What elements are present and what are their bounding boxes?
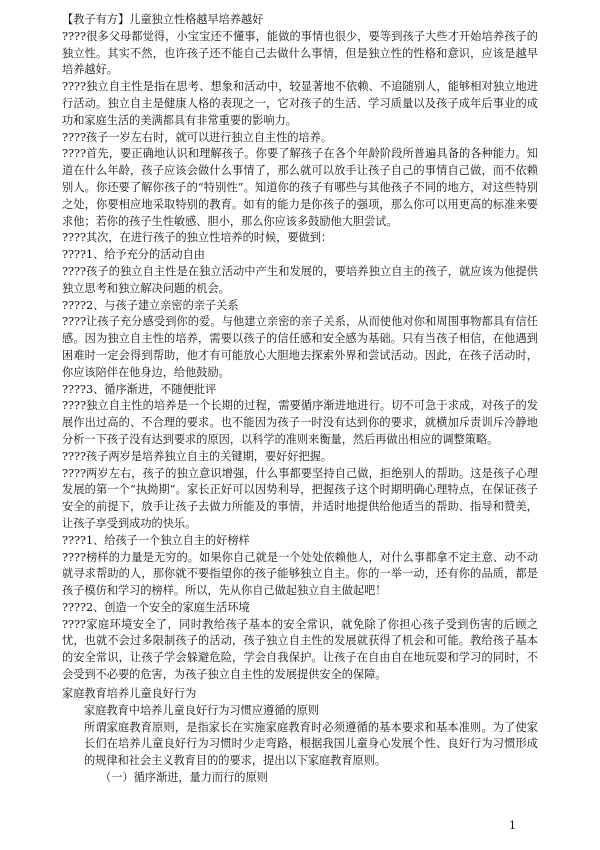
article-section-independence bbox=[62, 12, 538, 684]
subheading: ????2、与孩子建立亲密的亲子关系 bbox=[62, 298, 239, 312]
paragraph: ????让孩子充分感受到你的爱。与他建立亲密的亲子关系，从而使他对你和周围事物都具有信任感。因为独立自主性的培养，需要以孩子的信任感和安全感为基础。只有当孩子相信，在他遇到困难时一定会得到帮助，他才有可能放心大胆地去探索外界和尝试活动。因此，在孩子活动时，你应该陪伴在他身边，给他鼓励。 bbox=[62, 315, 538, 379]
paragraph: ????首先，要正确地认识和理解孩子。你要了解孩子在各个年龄阶段所普遍具备的各种能力。知道在什么年龄，孩子应该会做什么事情了，那么就可以放手让孩子自己的事情自己做，而不依赖别人。你还要了解你孩子的“特别性”。知道你的孩子有哪些与其他孩子不同的地方，对这些特别之处，你要相应地采取特别的教育。如有的能力是你孩子的强项，那么你可以用更高的标准来要求他；若你的孩子生性敏感、胆小，那么你应该多鼓励他大胆尝试。 bbox=[62, 147, 538, 228]
section-title: 家庭教育培养儿童良好行为 bbox=[62, 687, 197, 700]
article-title: 【教子有方】儿童独立性格越早培养越好 bbox=[62, 13, 264, 26]
subheading: ????1、给孩子一个独立自主的好榜样 bbox=[62, 533, 250, 547]
page-number: 1 bbox=[509, 819, 516, 832]
paragraph: ????孩子一岁左右时，就可以进行独立自主性的培养。 bbox=[62, 130, 333, 144]
paragraph: ????很多父母都觉得，小宝宝还不懂事，能做的事情也很少，要等到孩子大些才开始培养孩子的独立性。其实不然，也许孩子还不能自己去做什么事情，但是独立性的性格和意识，应该是越早培养越好。 bbox=[62, 29, 538, 77]
subheading: ????3、循序渐进，不随便批评 bbox=[62, 382, 217, 396]
paragraph: ????其次，在进行孩子的独立性培养的时候，要做到： bbox=[62, 231, 333, 245]
paragraph: ????孩子的独立自主性是在独立活动中产生和发展的，要培养独立自主的孩子，就应该为他提供独立思考和独立解决问题的机会。 bbox=[62, 264, 538, 295]
subheading: ????2、创造一个安全的家庭生活环境 bbox=[62, 600, 250, 614]
section-subtitle: 家庭教育中培养儿童良好行为习惯应遵循的原则 bbox=[84, 703, 319, 717]
paragraph: ????两岁左右，孩子的独立意识增强，什么事都要坚持自己做，拒绝别人的帮助。这是孩子心理发展的第一个“执拗期”。家长正好可以因势利导，把握孩子这个时期明确心理特点，在保证孩子安全的前提下，放手让孩子去做力所能及的事情，并适时地提供给他适当的帮助、指导和赞美，让孩子享受到成功的快乐。 bbox=[62, 466, 538, 530]
principle-heading: （一）循序渐进，量力而行的原则 bbox=[100, 770, 268, 784]
paragraph: ????独立自主性的培养是一个长期的过程，需要循序渐进地进行。切不可急于求成，对孩子的发展作出过高的、不合理的要求。也不能因为孩子一时没有达到你的要求，就横加斥责训斥冷静地分析一下孩子没有达到要求的原因，以科学的准则来衡量，然后再做出相应的调整策略。 bbox=[62, 399, 538, 446]
subheading: ????孩子两岁是培养独立自主的关键期，要好好把握。 bbox=[62, 449, 333, 463]
article-section-good-behavior bbox=[62, 686, 538, 787]
paragraph: ????榜样的力量是无穷的。如果你自己就是一个处处依赖他人，对什么事都拿不定主意、动不动就寻求帮助的人，那你就不要指望你的孩子能够独立自主。你的一举一动，还有你的品质，都是孩子模仿和学习的榜样。所以，先从你自己做起独立自主做起吧！ bbox=[62, 550, 538, 598]
paragraph: ????家庭环境安全了，同时教给孩子基本的安全常识，就免除了你担心孩子受到伤害的后顾之忧，也就不会过多限制孩子的活动，孩子独立自主性的发展就获得了机会和可能。教给孩子基本的安全常识，让孩子学会躲避危险，学会自我保护。让孩子在自由自在地玩耍和学习的同时，不会受到不必要的危害，为孩子独立自主性的发展提供安全的保障。 bbox=[62, 617, 538, 682]
intro-paragraph: 所谓家庭教育原则，是指家长在实施家庭教育时必须遵循的基本要求和基本准则。为了使家长们在培养儿童良好行为习惯时少走弯路，根据我国儿童身心发展个性、良好行为习惯形成的规律和社会主义教育目的的要求，提出以下家庭教育原则。 bbox=[84, 720, 538, 768]
paragraph: ????独立自主性是指在思考、想象和活动中，较显著地不依赖、不追随别人，能够相对独立地进行活动。独立自主是健康人格的表现之一，它对孩子的生活、学习质量以及孩子成年后事业的成功和家庭生活的美满都具有非常重要的影响力。 bbox=[62, 80, 538, 127]
subheading: ????1、给予充分的活动自由 bbox=[62, 248, 205, 262]
